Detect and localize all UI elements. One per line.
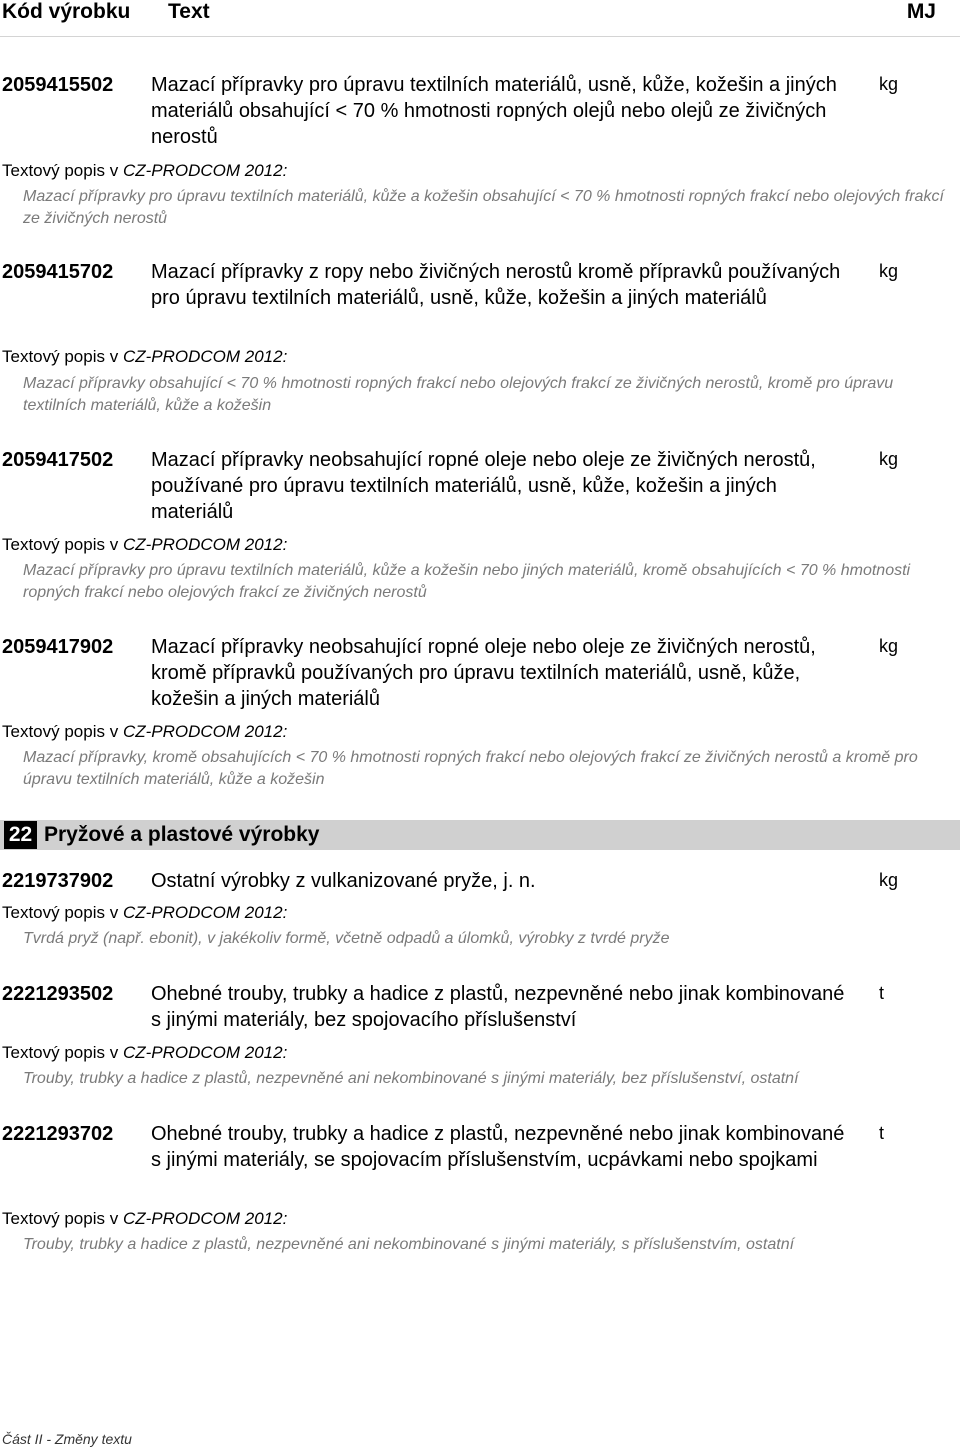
- product-code: 2059415702: [2, 261, 114, 283]
- product-code: 2221293702: [2, 1123, 114, 1145]
- product-code: 2059417902: [2, 636, 114, 658]
- prodcom-label-suffix: CZ-PRODCOM 2012:: [122, 161, 288, 180]
- prodcom-label-suffix: CZ-PRODCOM 2012:: [122, 1209, 288, 1228]
- product-code: 2059417502: [2, 449, 114, 471]
- prodcom-label-prefix: Textový popis v: [2, 903, 123, 922]
- prodcom-label-prefix: Textový popis v: [2, 347, 123, 366]
- prodcom-label: [2, 346, 287, 368]
- prodcom-label-suffix: CZ-PRODCOM 2012:: [122, 722, 288, 741]
- prodcom-label-prefix: Textový popis v: [2, 161, 123, 180]
- prodcom-description: Mazací přípravky pro úpravu textilních materiálů, kůže a kožešin obsahující < 70 % hmotnosti ropných frakcí nebo olejových frakcí ze živičných nerostů: [23, 188, 944, 227]
- page-footer: Část II - Změny textu: [2, 1431, 132, 1447]
- prodcom-description: Mazací přípravky obsahující < 70 % hmotnosti ropných frakcí nebo olejových frakcí ze živičných nerostů, kromě pro úpravu textilních materiálů, kůže a kožešin: [23, 375, 894, 414]
- prodcom-description: Mazací přípravky, kromě obsahujících < 70 % hmotnosti ropných frakcí nebo olejových frakcí ze živičných nerostů a kromě pro úpravu textilních materiálů, kůže a kožešin: [23, 749, 918, 788]
- prodcom-label: [2, 1208, 287, 1230]
- header-divider: [0, 36, 960, 37]
- product-name: Ohebné trouby, trubky a hadice z plastů, nezpevněné nebo jinak kombinované s jinými materiály, se spojovacím příslušenstvím, ucpávkami nebo spojkami: [151, 1123, 845, 1171]
- product-code: 2219737902: [2, 870, 114, 892]
- product-name: Ostatní výrobky z vulkanizované pryže, j. n.: [151, 870, 536, 892]
- prodcom-label: [2, 721, 287, 743]
- prodcom-label-suffix: CZ-PRODCOM 2012:: [122, 347, 288, 366]
- prodcom-label: [2, 1042, 287, 1064]
- product-name: Ohebné trouby, trubky a hadice z plastů, nezpevněné nebo jinak kombinované s jinými materiály, bez spojovacího příslušenství: [151, 983, 845, 1031]
- column-header-code: Kód výrobku: [2, 0, 131, 23]
- product-code: 2221293502: [2, 983, 114, 1005]
- product-code: 2059415502: [2, 74, 114, 96]
- product-name: Mazací přípravky neobsahující ropné oleje nebo oleje ze živičných nerostů, používané pro úpravu textilních materiálů, usně, kůže, kožešin a jiných materiálů: [151, 449, 816, 523]
- prodcom-label: [2, 902, 287, 924]
- product-unit: kg: [879, 870, 899, 890]
- section-title: Pryžové a plastové výrobky: [44, 823, 320, 846]
- prodcom-description: Mazací přípravky pro úpravu textilních materiálů, kůže a kožešin nebo jiných materiálů, kromě obsahujících < 70 % hmotnosti ropných frakcí nebo olejových frakcí ze živičných nerostů: [23, 562, 911, 601]
- prodcom-label-suffix: CZ-PRODCOM 2012:: [122, 535, 288, 554]
- prodcom-label-prefix: Textový popis v: [2, 1043, 123, 1062]
- product-unit: t: [879, 1123, 885, 1143]
- column-header-row: [0, 0, 960, 28]
- prodcom-label: [2, 534, 287, 556]
- prodcom-label: [2, 160, 287, 182]
- prodcom-description: Trouby, trubky a hadice z plastů, nezpevněné ani nekombinované s jinými materiály, bez příslušenství, ostatní: [23, 1070, 799, 1087]
- section-heading: [0, 820, 960, 850]
- prodcom-label-suffix: CZ-PRODCOM 2012:: [122, 903, 288, 922]
- prodcom-label-prefix: Textový popis v: [2, 722, 123, 741]
- product-unit: kg: [879, 74, 899, 94]
- product-unit: kg: [879, 261, 899, 281]
- column-header-text: Text: [168, 0, 210, 23]
- prodcom-label-prefix: Textový popis v: [2, 1209, 123, 1228]
- product-unit: kg: [879, 449, 899, 469]
- product-unit: kg: [879, 636, 899, 656]
- prodcom-label-suffix: CZ-PRODCOM 2012:: [122, 1043, 288, 1062]
- product-unit: t: [879, 983, 885, 1003]
- section-number: 22: [4, 821, 37, 849]
- product-name: Mazací přípravky neobsahující ropné oleje nebo oleje ze živičných nerostů, kromě přípravků používaných pro úpravu textilních materiálů, usně, kůže, kožešin a jiných materiálů: [151, 636, 816, 710]
- prodcom-description: Trouby, trubky a hadice z plastů, nezpevněné ani nekombinované s jinými materiály, s příslušenstvím, ostatní: [23, 1236, 795, 1253]
- product-name: Mazací přípravky z ropy nebo živičných nerostů kromě přípravků používaných pro úpravu textilních materiálů, usně, kůže, kožešin a jiných materiálů: [151, 261, 841, 309]
- prodcom-description: Tvrdá pryž (např. ebonit), v jakékoliv formě, včetně odpadů a úlomků, výrobky z tvrdé pryže: [23, 930, 670, 947]
- column-header-unit: MJ: [906, 0, 936, 23]
- product-name: Mazací přípravky pro úpravu textilních materiálů, usně, kůže, kožešin a jiných materiálů obsahující < 70 % hmotnosti ropných olejů nebo olejů ze živičných nerostů: [151, 74, 837, 148]
- prodcom-label-prefix: Textový popis v: [2, 535, 123, 554]
